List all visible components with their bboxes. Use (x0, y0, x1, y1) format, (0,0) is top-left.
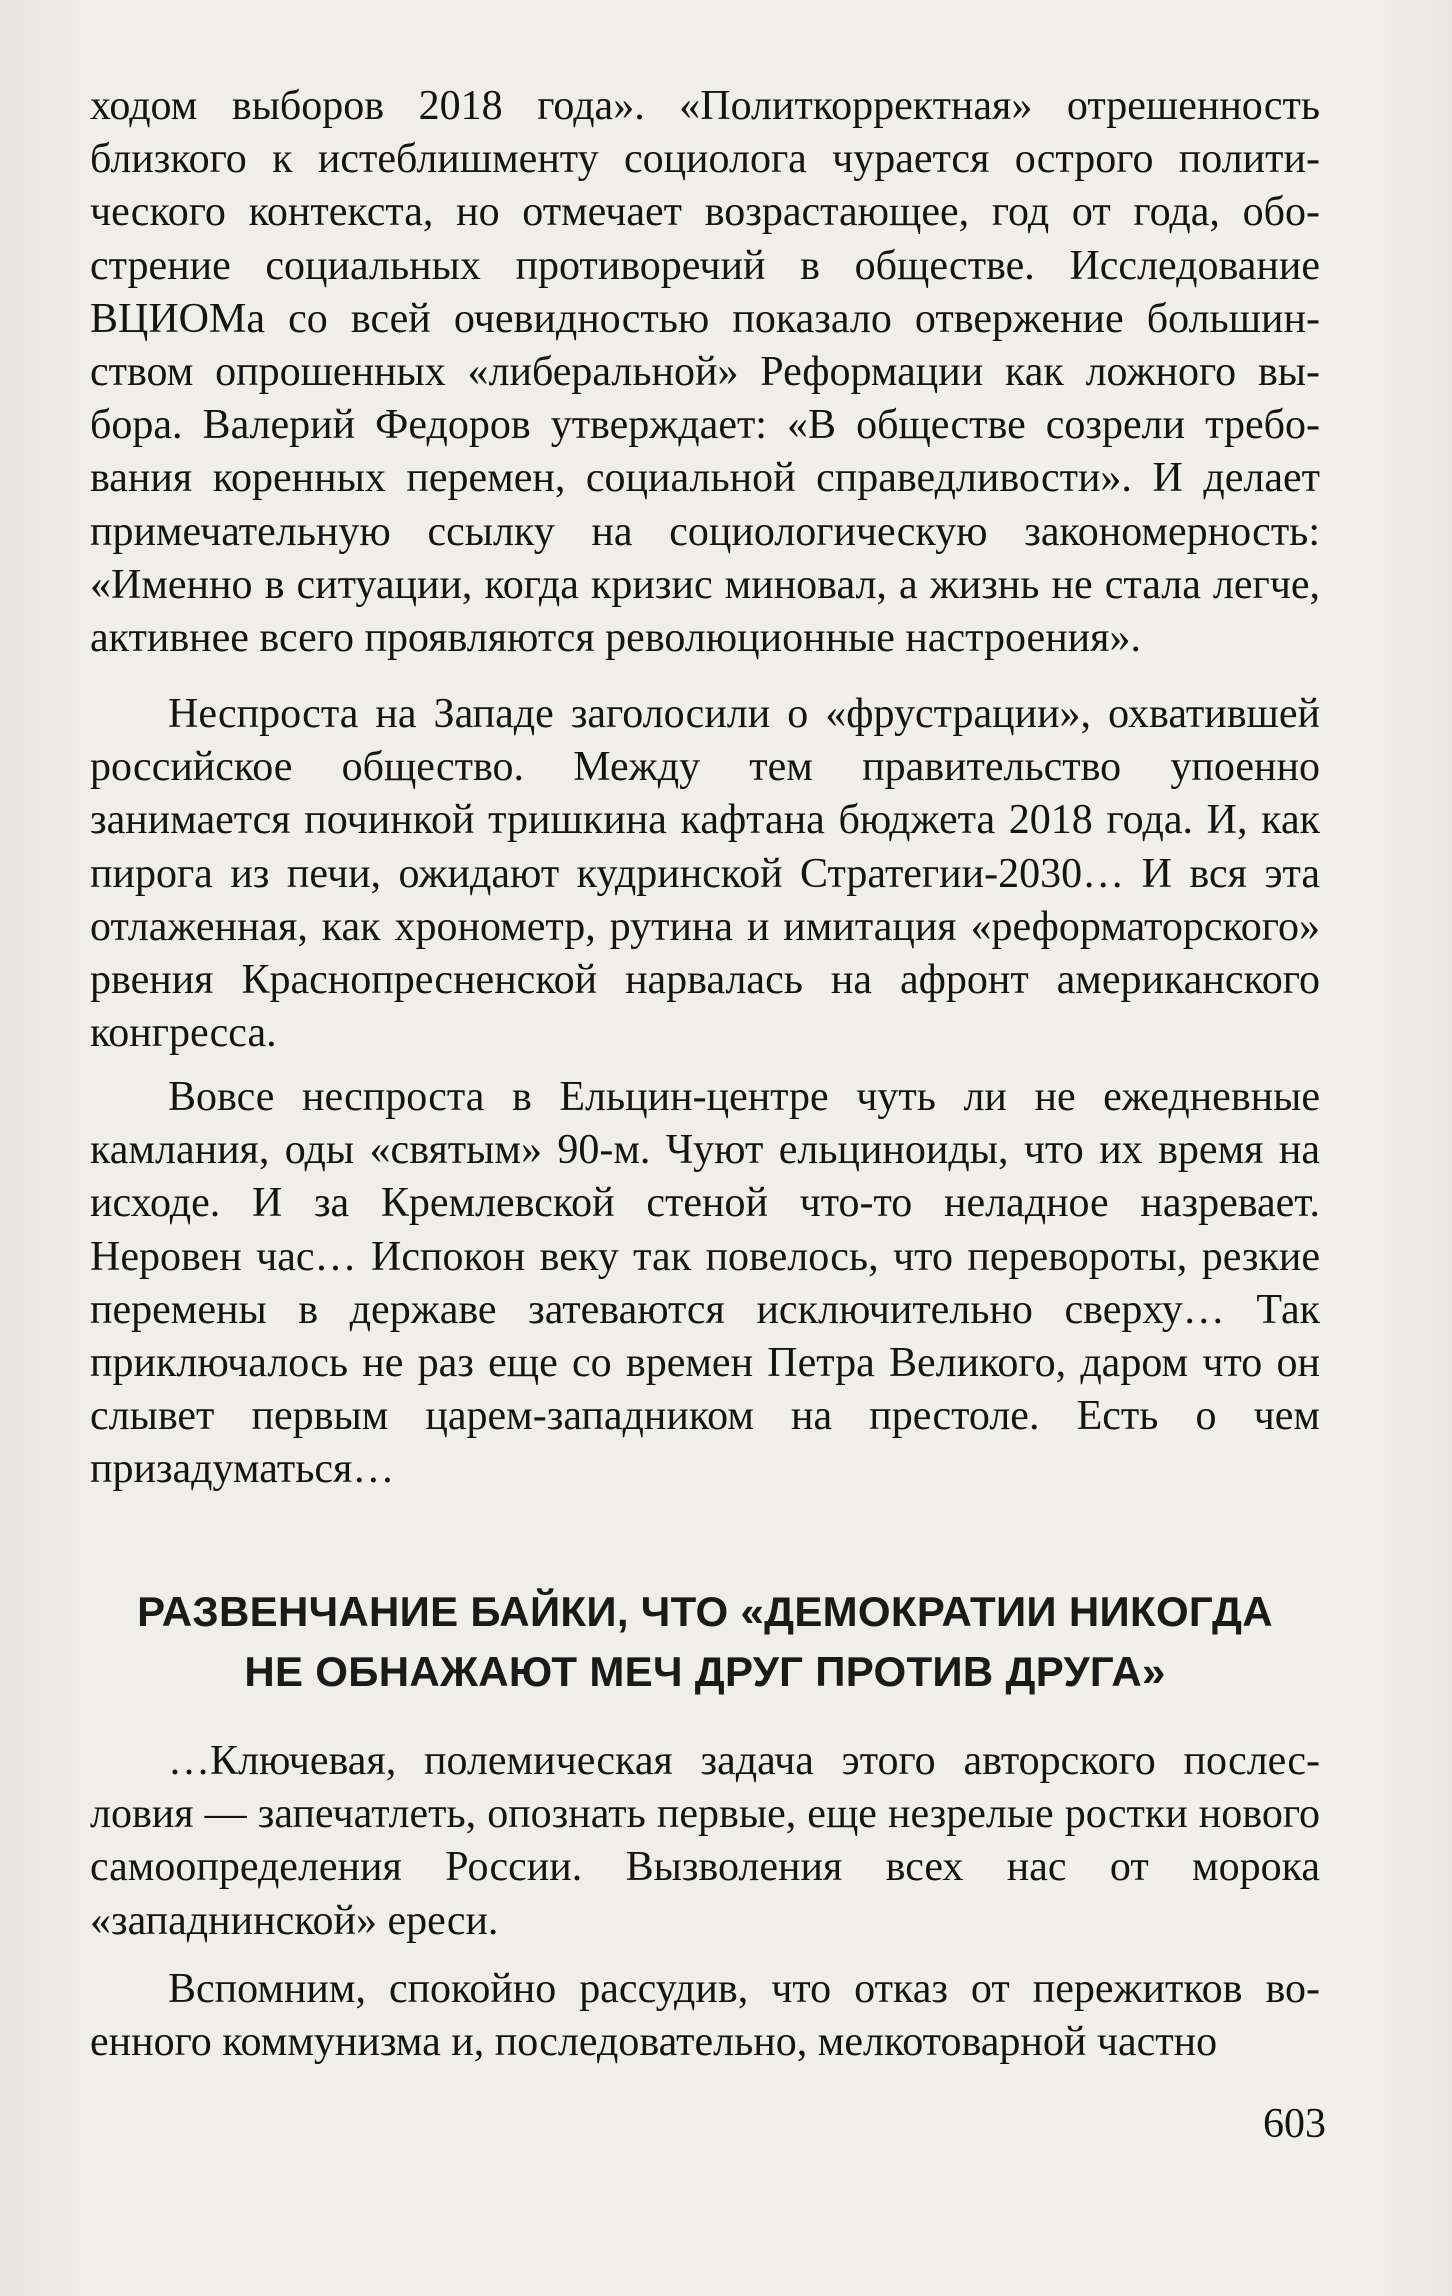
paragraph-block (90, 80, 1320, 665)
paragraph: Вовсе неспроста в Ельцин-центре чуть ли не ежедневные камлания, оды «святым» 90-м. Чуют ельциноиды, что их время на исходе. И за Кремлевской стеной что-то неладное назревает. Неровен час… Испокон веку так повелось, что перевороты, резкие перемены в державе затеваются исключительно сверху… Так приключалось не раз еще со времен Петра Великого, даром что он слывет первым царем-западником на престоле. Есть о чем призадуматься… (90, 1074, 1320, 1493)
paragraph-block (90, 688, 1320, 1060)
paragraph: Неспроста на Западе заголосили о «фрустрации», охватившей российское общество. Между тем правительство упоенно занимается починкой тришкина кафтана бюджета 2018 года. И, как пирога из печи, ожидают кудринской Стратегии-2030… И вся эта отлаженная, как хронометр, рутина и имитация «реформаторского» рвения Краснопресненской нарвалась на афронт американского конгресса. (90, 691, 1320, 1057)
section-heading-line-1: РАЗВЕНЧАНИЕ БАЙКИ, ЧТО «ДЕМОКРАТИИ НИКОГДА (137, 1588, 1273, 1635)
section-heading-line-2: НЕ ОБНАЖАЮТ МЕЧ ДРУГ ПРОТИВ ДРУГА» (244, 1648, 1166, 1695)
paragraph-block (90, 1735, 1320, 1948)
paragraph-block (90, 1963, 1320, 2069)
paragraph-block (90, 1071, 1320, 1497)
paragraph: Вспомним, спокойно рассудив, что отказ от пережитков военного коммунизма и, последовательно, мелкотоварной частно (90, 1966, 1320, 2066)
section-heading (90, 1582, 1320, 1702)
paragraph: ходом выборов 2018 года». «Политкорректная» отрешенность близкого к истеблишменту социолога чурается острого политического контекста, но отмечает возрастающее, год от года, обострение социальных противоречий в обществе. Исследование ВЦИОМа со всей очевидностью показало отвержение большинством опрошенных «либеральной» Реформации как ложного выбора. Валерий Федоров утверждает: «В обществе созрели требования коренных перемен, социальной справедливости». И делает примечательную ссылку на социологическую закономерность: «Именно в ситуации, когда кризис миновал, а жизнь не стала легче, активнее всего проявляются революционные настроения». (90, 83, 1320, 662)
paragraph: …Ключевая, полемическая задача этого авторского послесловия — запечатлеть, опознать первые, еще незрелые ростки нового самоопределения России. Вызволения всех нас от морока «западнинской» ереси. (90, 1738, 1320, 1944)
page-number: 603 (1263, 2101, 1326, 2147)
